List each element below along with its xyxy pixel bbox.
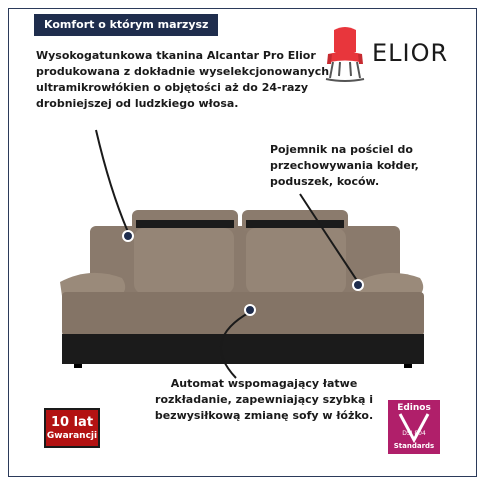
warranty-badge	[44, 408, 100, 448]
warranty-label: Gwarancji	[46, 430, 98, 441]
callout-fabric: Wysokogatunkowa tkanina Alcantar Pro Elior produkowana z dokładnie wyselekcjonowanych ultramikrowłókien o objętości aż do 24-razy drobniejszej od ludzkiego włosa.	[36, 49, 330, 110]
edinos-code: DSI 804	[402, 430, 426, 437]
edinos-standards: Standards	[393, 442, 435, 450]
bolster-stripe-right	[246, 220, 344, 228]
header-title: Komfort o którym marzysz	[34, 14, 218, 36]
leader-line-fabric	[96, 130, 128, 232]
sofa-leg-left	[74, 364, 82, 368]
edinos-title: Edinos	[397, 403, 431, 413]
marker-fabric	[123, 231, 133, 241]
marker-mechanism	[245, 305, 255, 315]
marker-storage	[353, 280, 363, 290]
sofa-base	[62, 334, 424, 364]
callout-storage: Pojemnik na pościel do przechowywania kołder, poduszek, koców.	[270, 143, 419, 188]
sofa-seat	[62, 292, 424, 336]
brand-name: ELIOR	[372, 39, 449, 67]
bolster-stripe-left	[136, 220, 234, 228]
pillow-left	[134, 228, 234, 294]
pillow-right	[246, 228, 346, 294]
callout-mechanism: Automat wspomagający łatwe rozkładanie, zapewniający szybką i bezwysiłkową zmianę sofy w łóżko.	[154, 377, 374, 422]
sofa-leg-right	[404, 364, 412, 368]
edinos-certification-badge	[388, 400, 440, 454]
warranty-years: 10 lat	[50, 414, 94, 430]
